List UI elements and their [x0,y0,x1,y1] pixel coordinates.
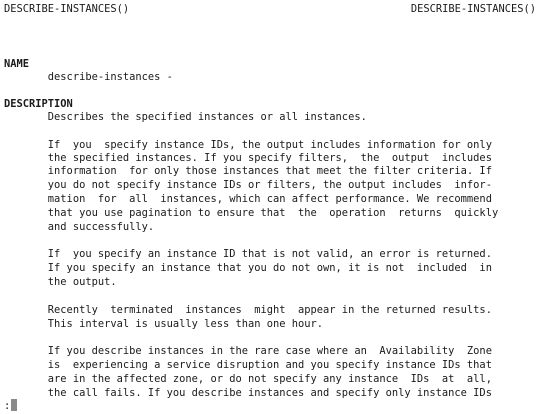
text-cursor [11,399,17,411]
description-line: information for only those instances that meet the filter criteria. If [4,165,492,177]
description-line: is experiencing a service disruption and you specify instance IDs that [4,359,492,371]
pager-prompt[interactable] [4,399,17,412]
description-line: the call fails. If you describe instances and specify only instance IDs [4,387,492,399]
command-name-line: describe-instances - [4,71,173,83]
man-header-right: DESCRIBE-INSTANCES() [410,3,536,15]
description-line: Describes the specified instances or all instances. [4,111,367,123]
description-line: the output. [4,276,117,288]
description-line: If you specify instance IDs, the output includes information for only [4,139,492,151]
description-line: mation for all instances, which can affect performance. We recommend [4,193,492,205]
description-line: If you describe instances in the rare case where an Availability Zone [4,345,492,357]
description-line: This interval is usually less than one hour. [4,318,324,330]
description-line: If you specify an instance that you do not own, it is not included in [4,262,492,274]
pager-prompt-char: : [4,400,11,412]
description-line: are in the affected zone, or do not specify any instance IDs at all, [4,373,492,385]
section-heading-name: NAME [4,58,30,70]
description-line: that you use pagination to ensure that the operation returns quickly [4,207,499,219]
man-header-left: DESCRIBE-INSTANCES() [4,3,130,15]
description-line: the specified instances. If you specify filters, the output includes [4,152,492,164]
description-line: you do not specify instance IDs or filters, the output includes infor- [4,179,492,191]
description-line: and successfully. [4,221,155,233]
section-heading-description: DESCRIPTION [4,98,73,110]
description-line: Recently terminated instances might appear in the returned results. [4,304,492,316]
description-line: If you specify an instance ID that is not valid, an error is returned. [4,248,492,260]
